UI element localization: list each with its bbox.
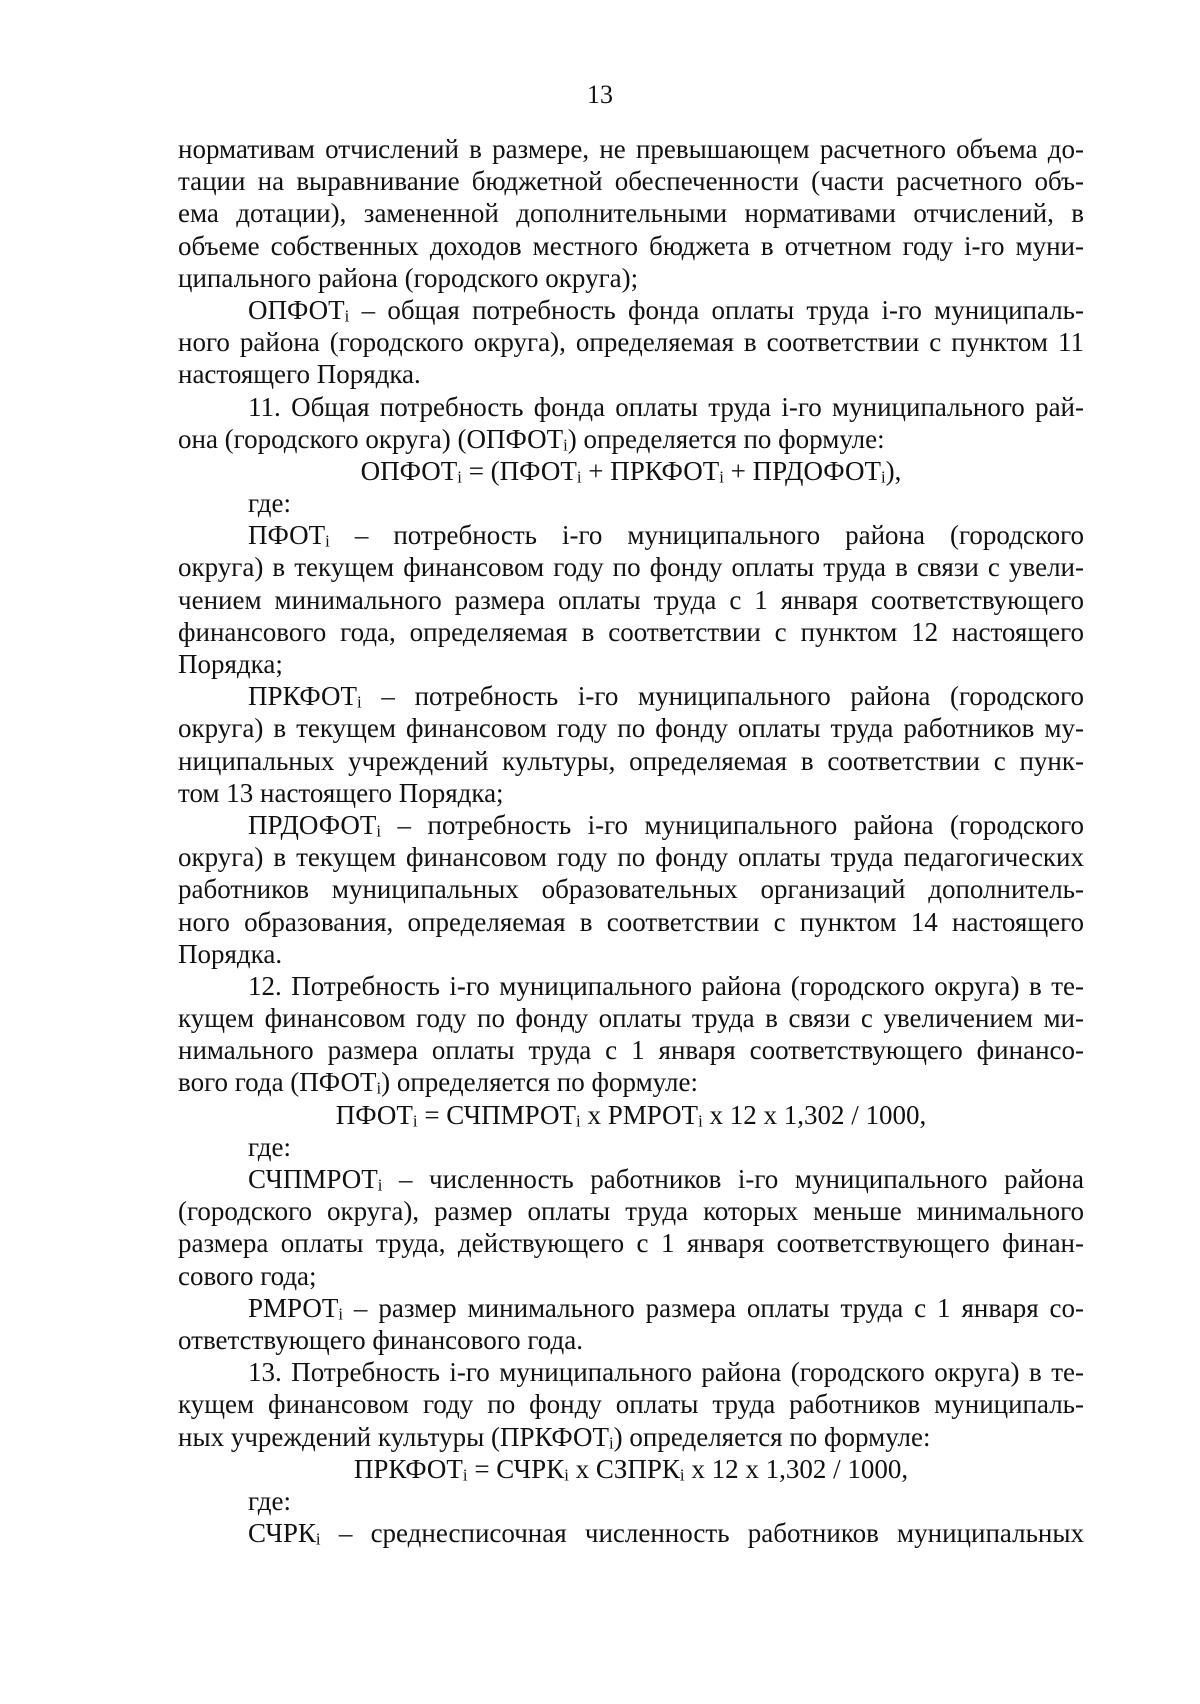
text-line: Порядка; <box>178 649 283 679</box>
text-line: где: <box>248 1131 291 1162</box>
text-line: Порядка. <box>178 938 283 969</box>
document-body <box>178 133 1084 1549</box>
text-line: кущем финансовом году по фонду оплаты труда работников муниципаль- <box>178 1389 1084 1420</box>
text-line: округа) в текущем финансовом году по фонду оплаты труда в связи с увели- <box>178 552 1084 583</box>
text-line: где: <box>248 1485 291 1516</box>
text-line: $СЧПМРОТ_i$ – численность работников i-го муниципального района <box>248 1164 1084 1195</box>
text-line: вого года $(ПФОТ_i)$ определяется по формуле: <box>178 1067 698 1098</box>
text-line: $ПРДОФОТ_i$ – потребность i-го муниципального района (городского <box>248 809 1084 841</box>
text-line: финансового года, определяемая в соответствии с пунктом 12 настоящего <box>178 616 1084 647</box>
text-line: где: <box>248 488 291 519</box>
text-line: кущем финансовом году по фонду оплаты труда в связи с увеличением ми- <box>178 1003 1084 1034</box>
text-line: ответствующего финансового года. <box>178 1324 583 1355</box>
text-line: $ПФОТ_i$ – потребность i-го муниципального района (городского <box>248 520 1084 551</box>
text-line: ного образования, определяемая в соответствии с пунктом 14 настоящего <box>178 906 1084 937</box>
text-line: 12. Потребность i-го муниципального района (городского округа) в те- <box>248 970 1084 1001</box>
text-line: 13. Потребность i-го муниципального района (городского округа) в те- <box>248 1357 1084 1388</box>
text-line: нимального размера оплаты труда с 1 января соответствующего финансо- <box>178 1035 1084 1066</box>
text-line: она (городского округа) $(ОПФОТ_i)$ определяется по формуле: <box>178 423 885 455</box>
text-line: $ОПФОТ_i$ = ($ПФОТ_i$ + $ПРКФОТ_i$ + $ПРДОФОТ_i$), <box>360 455 902 487</box>
text-line: ниципальных учреждений культуры, определяемая в соответствии с пунк- <box>178 745 1084 776</box>
text-line: $ПФОТ_i$ = $СЧПМРОТ_i$ х $РМРОТ_i$ х 12 х 1,302 / 1000, <box>335 1099 927 1131</box>
text-line: размера оплаты труда, действующего с 1 января соответствующего финан- <box>178 1228 1084 1259</box>
text-line: ема дотации), замененной дополнительными нормативами отчислений, в <box>178 198 1084 229</box>
text-line: работников муниципальных образовательных организаций дополнитель- <box>178 874 1084 905</box>
text-line: $ПРКФОТ_i$ – потребность i-го муниципального района (городского <box>248 681 1084 712</box>
text-line: сового года; <box>178 1260 317 1291</box>
page-number: 13 <box>587 80 613 109</box>
text-line: 11. Общая потребность фонда оплаты труда i-го муниципального рай- <box>248 391 1084 422</box>
text-line: округа) в текущем финансовом году по фонду оплаты труда педагогических <box>178 842 1084 873</box>
text-line: $ОПФОТ_i$ – общая потребность фонда оплаты труда i-го муниципаль- <box>248 294 1084 326</box>
text-line: объеме собственных доходов местного бюджета в отчетном году i-го муни- <box>178 230 1084 261</box>
text-line: нормативам отчислений в размере, не превышающем расчетного объема до- <box>178 134 1084 164</box>
text-line: $РМРОТ_i$ – размер минимального размера оплаты труда с 1 января со- <box>248 1292 1084 1324</box>
text-line: тации на выравнивание бюджетной обеспеченности (части расчетного объ- <box>178 166 1084 197</box>
text-line: округа) в текущем финансовом году по фонду оплаты труда работников му- <box>178 713 1084 744</box>
text-line: ного района (городского округа), определяемая в соответствии с пунктом 11 <box>178 327 1084 358</box>
text-line: (городского округа), размер оплаты труда которых меньше минимального <box>178 1196 1084 1227</box>
text-line: настоящего Порядка. <box>178 359 421 390</box>
text-line: $ПРКФОТ_i$ = $СЧРК_i$ х $СЗПРК_i$ х 12 х 1,302 / 1000, <box>353 1453 909 1485</box>
text-line: том 13 настоящего Порядка; <box>178 777 504 808</box>
text-line: $СЧРК_i$ – среднесписочная численность работников муниципальных <box>248 1518 1084 1549</box>
text-line: ных учреждений культуры $(ПРКФОТ_i)$ определяется по формуле: <box>178 1421 931 1452</box>
text-line: ципального района (городского округа); <box>178 262 639 293</box>
text-line: чением минимального размера оплаты труда с 1 января соответствующего <box>178 584 1084 615</box>
